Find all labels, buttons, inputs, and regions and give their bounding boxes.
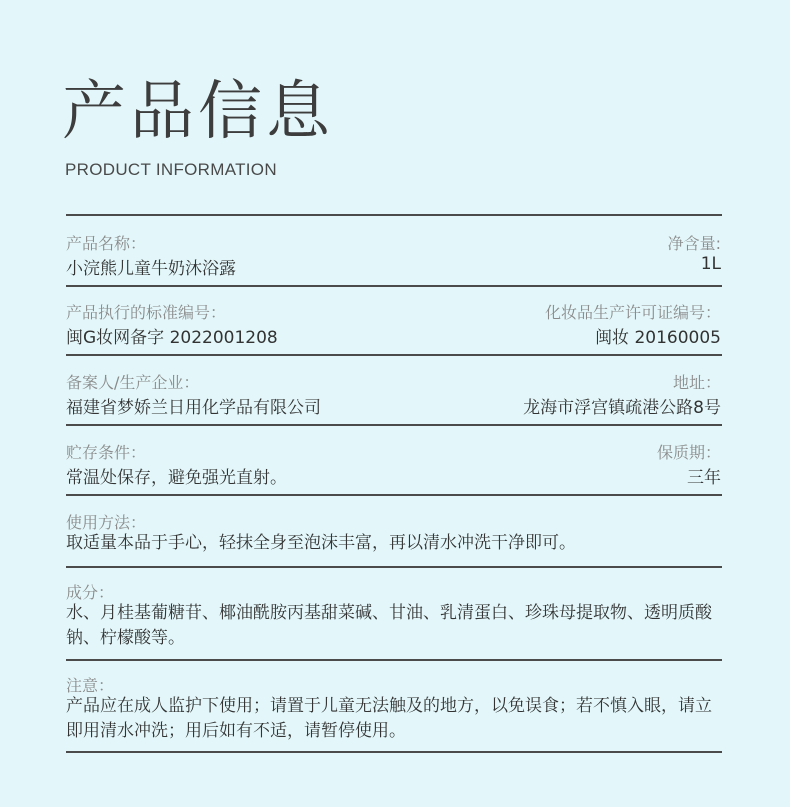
manufacturer-label: 备案人/生产企业： bbox=[66, 373, 200, 392]
standard-no-label: 产品执行的标准编号： bbox=[66, 303, 227, 322]
shelf-life-value: 三年 bbox=[687, 468, 721, 488]
license-no-value: 闽妆 20160005 bbox=[595, 328, 721, 348]
address-value: 龙海市浮宫镇疏港公路8号 bbox=[523, 398, 721, 418]
usage-label: 使用方法： bbox=[66, 513, 147, 532]
address-label: 地址： bbox=[672, 373, 721, 392]
divider bbox=[66, 214, 722, 216]
usage-value: 取适量本品于手心，轻抹全身至泡沫丰富，再以清水冲洗干净即可。 bbox=[66, 533, 576, 553]
ingredients-label: 成分： bbox=[66, 583, 115, 602]
standard-no-value: 闽G妆网备字 2022001208 bbox=[66, 328, 278, 348]
divider bbox=[66, 424, 722, 426]
caution-value: 产品应在成人监护下使用；请置于儿童无法触及的地方，以免误食；若不慎入眼，请立即用清水冲洗；用后如有不适，请暂停使用。 bbox=[66, 696, 712, 741]
storage-label: 贮存条件： bbox=[66, 443, 147, 462]
product-name-value: 小浣熊儿童牛奶沐浴露 bbox=[66, 259, 236, 279]
manufacturer-value: 福建省梦娇兰日用化学品有限公司 bbox=[66, 398, 321, 418]
caution-label: 注意： bbox=[66, 676, 115, 695]
page-title: 产品信息 bbox=[62, 75, 334, 149]
divider bbox=[66, 751, 722, 753]
net-content-value: 1L bbox=[700, 254, 721, 274]
divider bbox=[66, 354, 722, 356]
divider bbox=[66, 285, 722, 287]
ingredients-value: 水、月桂基葡糖苷、椰油酰胺丙基甜菜碱、甘油、乳清蛋白、珍珠母提取物、透明质酸钠、柠檬酸等。 bbox=[66, 603, 712, 648]
net-content-label: 净含量: bbox=[667, 234, 721, 253]
license-no-label: 化妆品生产许可证编号： bbox=[544, 303, 721, 322]
divider bbox=[66, 494, 722, 496]
divider bbox=[66, 659, 722, 661]
divider bbox=[66, 566, 722, 568]
product-name-label: 产品名称： bbox=[66, 234, 147, 253]
storage-value: 常温处保存，避免强光直射。 bbox=[66, 468, 287, 488]
page-subtitle: PRODUCT INFORMATION bbox=[65, 160, 277, 179]
shelf-life-label: 保质期： bbox=[656, 443, 721, 462]
